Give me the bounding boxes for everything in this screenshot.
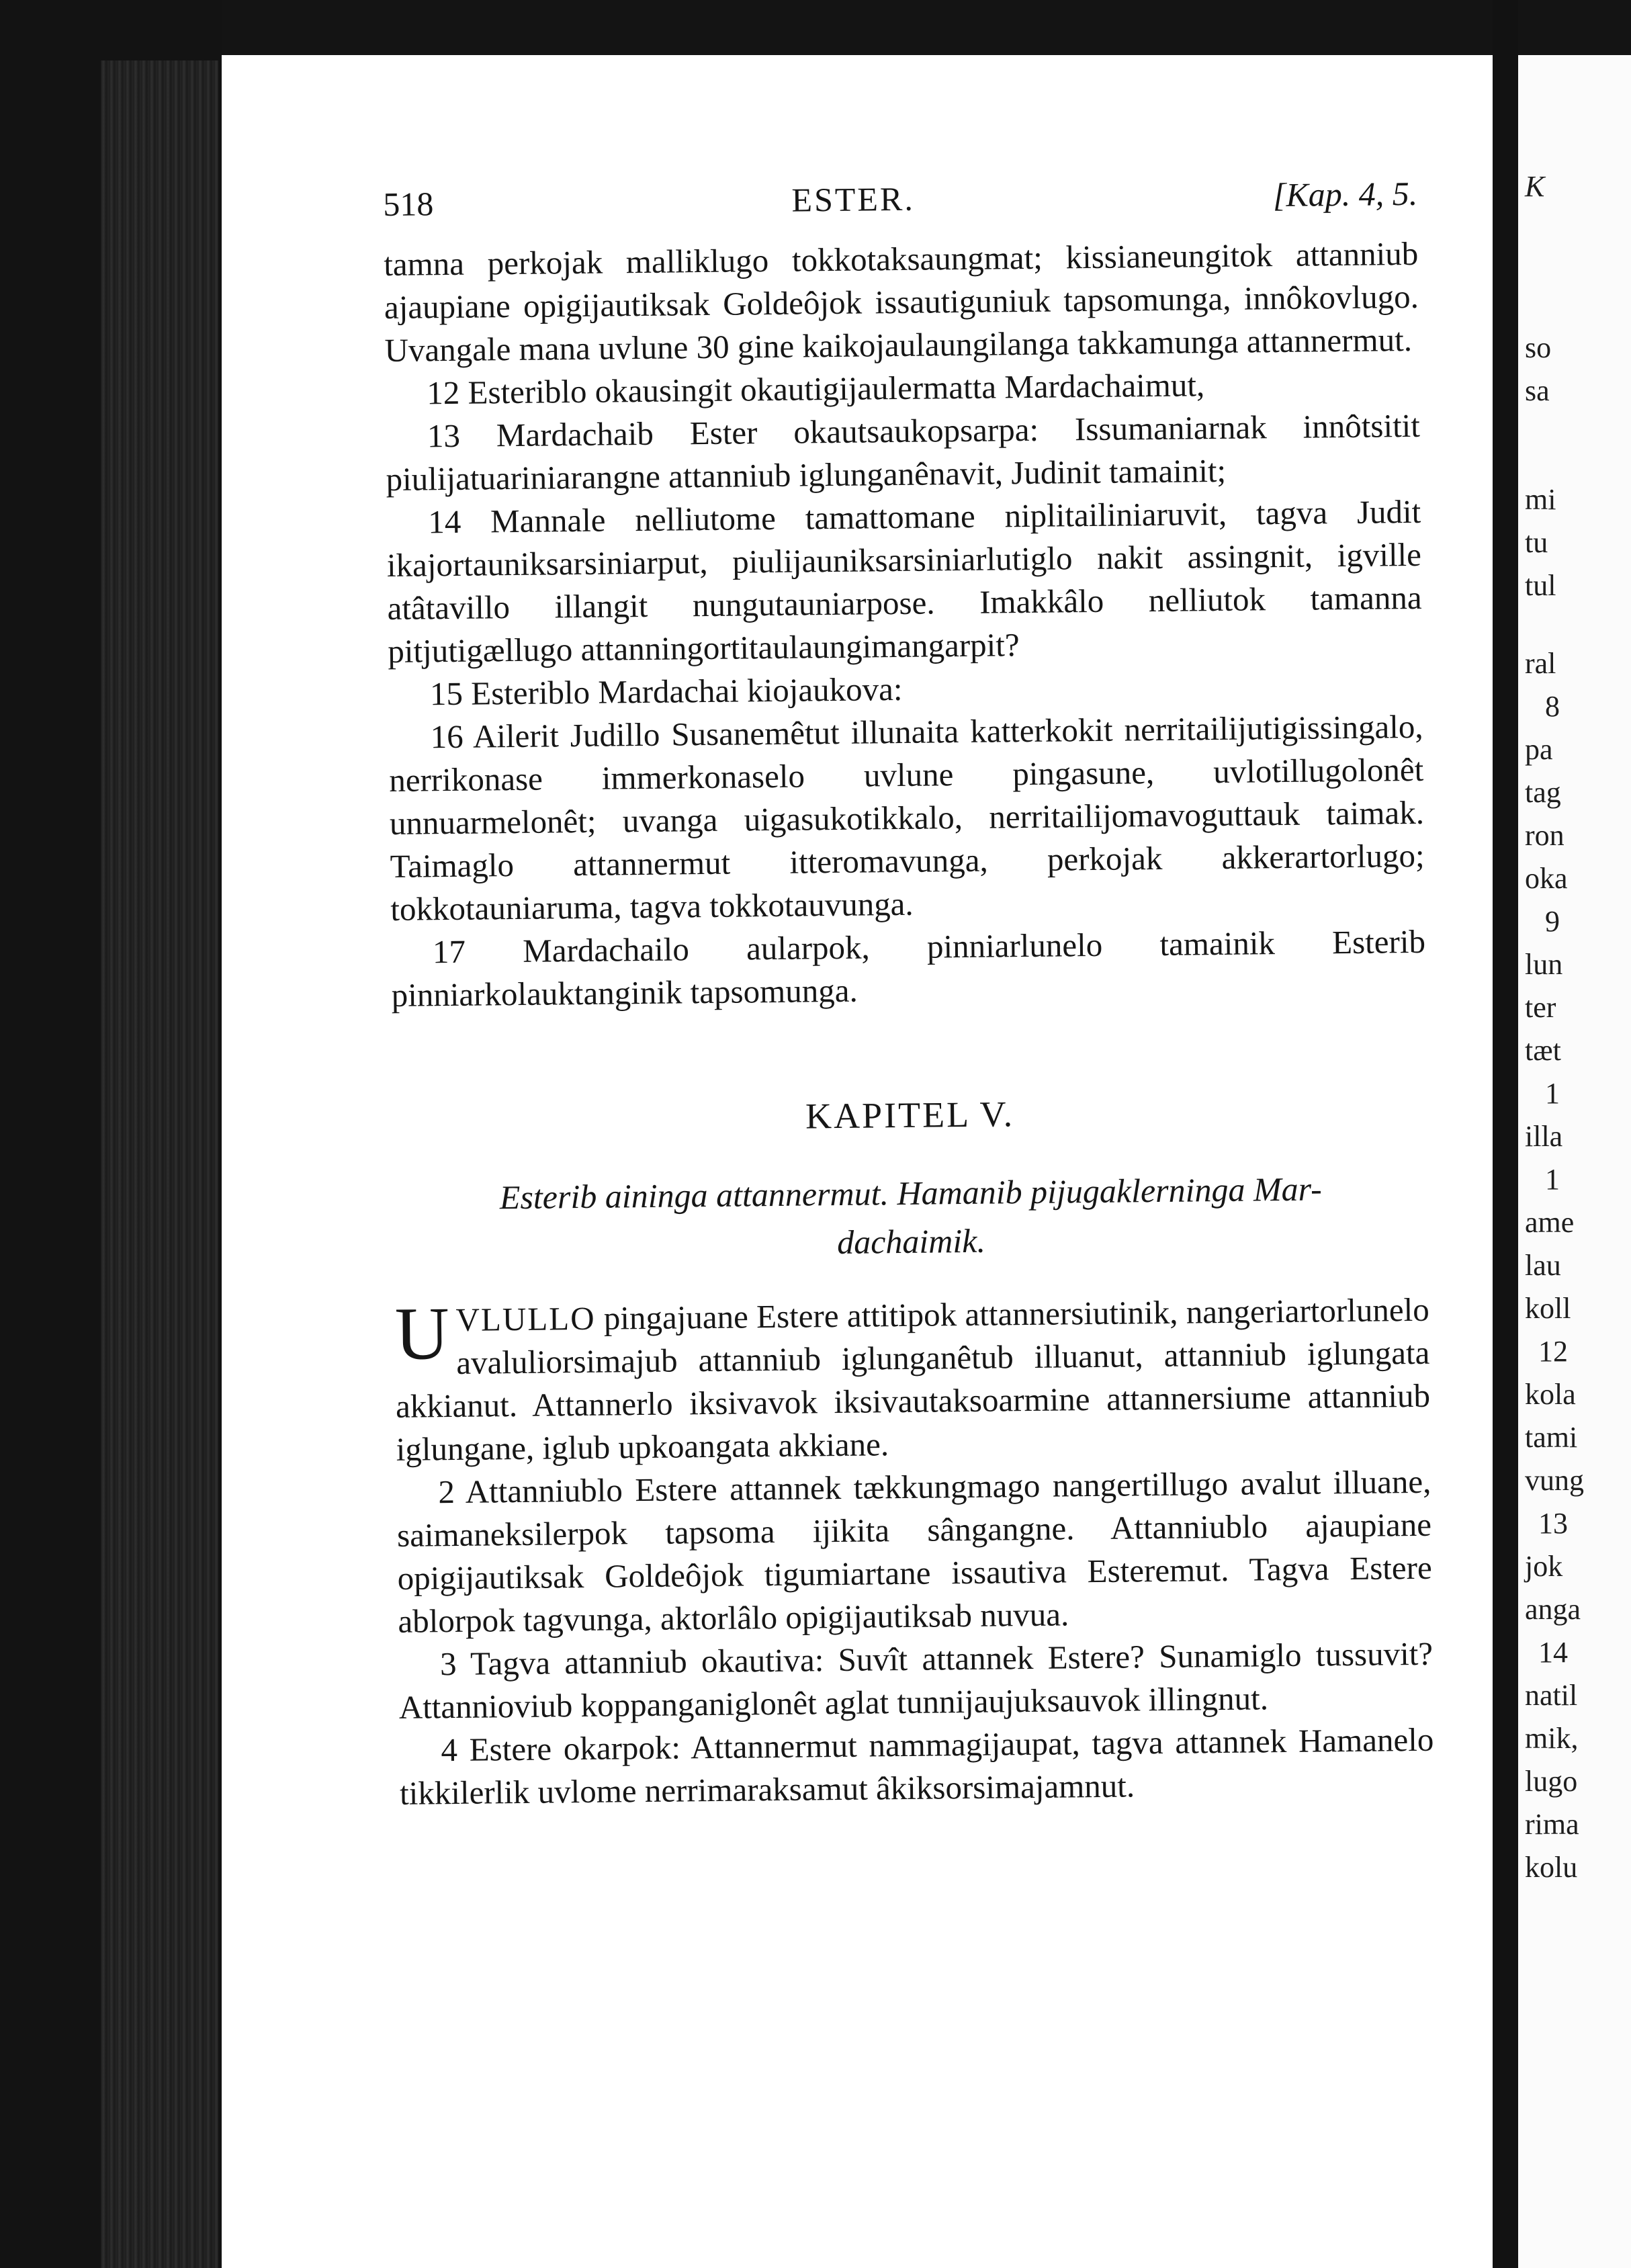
- running-head: [383, 172, 1418, 226]
- chapter-summary-line: dachaimik.: [836, 1221, 986, 1262]
- next-page-text: tu: [1525, 526, 1548, 559]
- next-page-text: ame: [1525, 1206, 1575, 1239]
- next-page-text: 8: [1545, 690, 1560, 723]
- book-gutter: [1493, 0, 1518, 2268]
- next-page-text: tul: [1525, 569, 1556, 602]
- chapter-summary-line: Esterib aininga attannermut. Hamanib pijugaklerninga Mar-: [499, 1170, 1323, 1217]
- next-page-text: 12: [1538, 1335, 1568, 1368]
- next-page-text: mik,: [1525, 1722, 1579, 1755]
- verse-5-2: 2 Attanniublo Estere attannek tækkungmago nangertillugo avalut illuane, saimaneksilerpok tapsoma ijikita sângangne. Attanniublo ajaupiane opigijautiksak Goldeôjok tigumiartane issautiva Esteremut. Tagva Estere ablorpok tagvunga, aktorlâlo opigijautiksab nuvua.: [396, 1463, 1432, 1640]
- first-word: VLULLO: [455, 1299, 596, 1338]
- next-page-text: pa: [1525, 733, 1553, 766]
- chapter-summary: [420, 1164, 1401, 1270]
- next-page-text: lugo: [1525, 1765, 1578, 1798]
- next-page-text: natil: [1525, 1679, 1578, 1712]
- scan-border-top: [0, 0, 1631, 55]
- page-stack-edges: [101, 60, 218, 2268]
- next-page-text: rima: [1525, 1808, 1579, 1841]
- chapter-heading: KAPITEL V.: [805, 1094, 1015, 1137]
- book-title: ESTER.: [791, 179, 916, 219]
- next-page-text: kolu: [1525, 1851, 1578, 1884]
- next-page-text: mi: [1525, 483, 1556, 516]
- book-edge: [0, 0, 222, 2268]
- next-page-text: 1: [1545, 1163, 1560, 1196]
- verse-4-17: 17 Mardachailo aularpok, pinniarlunelo tamainik Esterib pinniarkolauktanginik tapsomunga.: [391, 922, 1426, 1014]
- next-page-text: ral: [1525, 647, 1556, 680]
- verse-5-1-text: pingajuane Estere attitipok attannersiutinik, nangeriartorlunelo avaluliorsimajub attanniub iglunganêtub illuanut, attanniub iglungata akkianut. Attannerlo iksivavok iksivautaksoarmine attannersiume attanniub iglungane, iglub upkoangata akkiane.: [395, 1291, 1431, 1468]
- verse-5-1: [394, 1289, 1431, 1471]
- next-page-text: ter: [1525, 991, 1556, 1024]
- next-page-text: 9: [1545, 905, 1560, 938]
- next-page-text: so: [1525, 331, 1552, 364]
- next-page-text: anga: [1525, 1593, 1581, 1626]
- chapter-4-continuation: tamna perkojak malliklugo tokkotaksaungmat; kissianeungitok attanniub ajaupiane opigijautiksak Goldeôjok issautiguniuk tapsomunga, innôkovlugo. Uvangale mana uvlune 30 gine kaikojaulaungilanga takkamunga attannermut.: [383, 234, 1419, 369]
- next-page-text: K: [1525, 170, 1545, 203]
- next-page-text: koll: [1525, 1292, 1571, 1325]
- next-page-text: 14: [1538, 1636, 1568, 1669]
- drop-cap: U: [394, 1292, 450, 1376]
- verse-4-15: 15 Esteriblo Mardachai kiojaukova:: [429, 670, 903, 713]
- page-number: 518: [383, 185, 434, 223]
- next-page-fragment: [1518, 55, 1631, 2268]
- next-page-text: lun: [1525, 948, 1563, 981]
- verse-4-13: 13 Mardachaib Ester okautsaukopsarpa: Issumaniarnak innôtsitit piulijatuariniarangne attanniub iglunganênavit, Judinit tamainit;: [386, 406, 1421, 498]
- next-page-text: 13: [1538, 1507, 1568, 1540]
- next-page-text: jok: [1525, 1550, 1563, 1583]
- chapter-reference: [Kap. 4, 5.: [1272, 174, 1418, 214]
- verse-5-4: 4 Estere okarpok: Attannermut nammagijaupat, tagva attannek Hamanelo tikkilerlik uvlome nerrimaraksamut âkiksorsimajamnut.: [399, 1720, 1434, 1812]
- verse-4-12: 12 Esteriblo okausingit okautigijaulermatta Mardachaimut,: [426, 366, 1205, 412]
- page-content: [383, 172, 1434, 1815]
- verse-4-14: 14 Mannale nelliutome tamattomane niplitailiniaruvit, tagva Judit ikajortauniksarsiniarput, piulijauniksarsiniarlutiglo nakit assingnit, igville atâtavillo illangit nungutauniarpose. Imakkâlo nelliutok tamanna pitjutigællugo attanningortitaulaungimangarpit?: [386, 492, 1422, 670]
- verse-5-3: 3 Tagva attanniub okautiva: Suvît attannek Estere? Sunamiglo tussuvit? Attannioviub koppanganiglonêt aglat tunnijaujuksauvok illingnut.: [398, 1634, 1434, 1726]
- next-page-text: vung: [1525, 1464, 1584, 1497]
- next-page-text: tag: [1525, 776, 1561, 809]
- next-page-text: illa: [1525, 1120, 1563, 1153]
- next-page-text: tæt: [1525, 1034, 1561, 1067]
- verse-4-16: 16 Ailerit Judillo Susanemêtut illunaita katterkokit nerritailijutigissingalo, nerrikonase immerkonaselo uvlune pingasune, uvlotillugolonêt unnuarmelonêt; uvanga uigasukotikkalo, nerritailijomavoguttauk taimak. Taimaglo attannermut itteromavunga, perkojak akkerartorlugo; tokkotauniaruma, tagva tokkotauvunga.: [389, 707, 1425, 928]
- book-page: [222, 55, 1493, 2268]
- next-page-text: sa: [1525, 374, 1550, 407]
- next-page-text: 1: [1545, 1077, 1560, 1110]
- next-page-text: tami: [1525, 1421, 1578, 1454]
- next-page-text: kola: [1525, 1378, 1576, 1411]
- next-page-text: oka: [1525, 862, 1568, 895]
- next-page-text: lau: [1525, 1249, 1561, 1282]
- next-page-text: ron: [1525, 819, 1564, 852]
